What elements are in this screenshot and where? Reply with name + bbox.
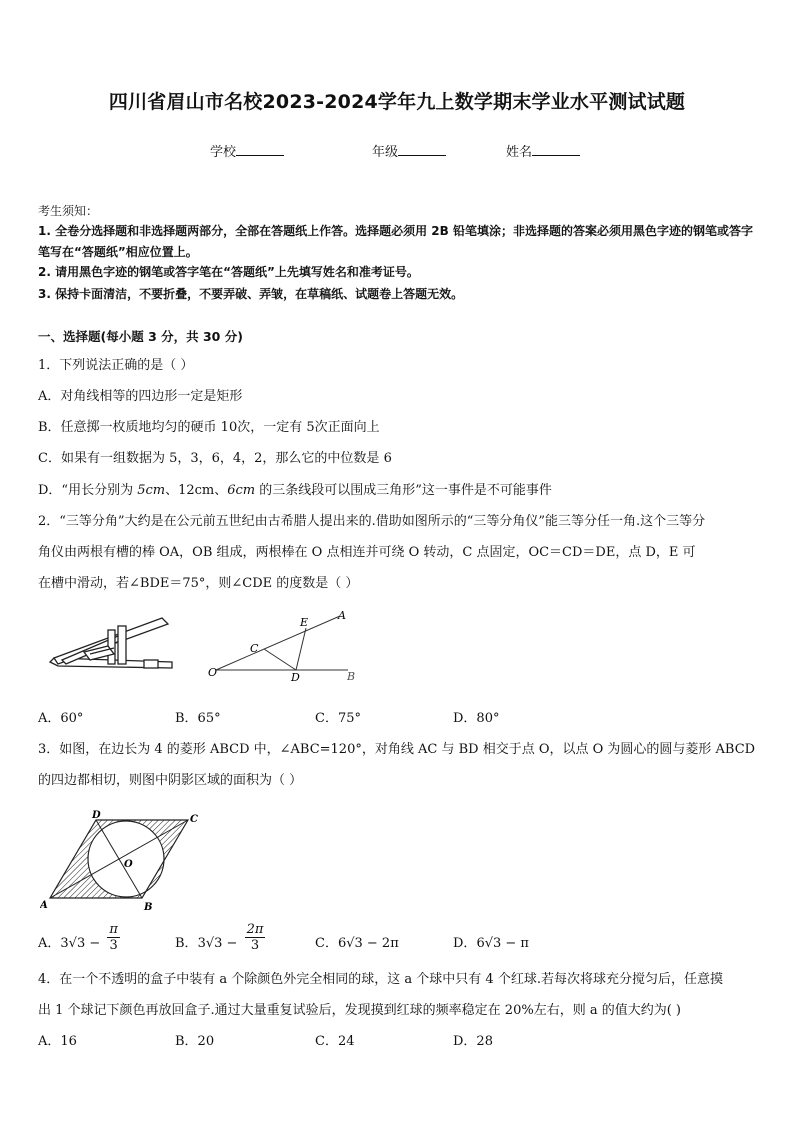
q2-line-3: 在槽中滑动，若∠BDE＝75°，则∠CDE 的度数是（ ） [38,576,359,591]
name-label: 姓名 [506,145,533,160]
q1-stem: 1．下列说法正确的是（ ） [38,358,194,373]
school-label: 学校 [210,145,237,160]
trisector-instrument-illustration [44,612,178,676]
q3-line-2: 的四边都相切，则图中阴影区域的面积为（ ） [38,773,303,788]
label-O: O [124,859,133,870]
q2-line-2: 角仪由两根有槽的棒 OA，OB 组成，两根棒在 O 点相连并可绕 O 转动，C 点固定，OC＝CD＝DE，点 D，E 可 [38,545,696,560]
q3-a-numerator: π [109,922,118,937]
grade-label: 年级 [372,145,399,160]
q3-a-pre: 3√3 − [60,936,101,951]
rhombus-diagram [40,808,204,914]
q2-line-1: 2．“三等分角”大约是在公元前五世纪由古希腊人提出来的.借助如图所示的“三等分角仪”能三等分任一角.这个三等分 [38,514,706,529]
q4-line-1: 4．在一个不透明的盒子中装有 a 个除颜色外完全相同的球，这 a 个球中只有 4 个红球.若每次将球充分搅匀后，任意摸 [38,972,723,987]
q1-option-a: A．对角线相等的四边形一定是矩形 [38,389,243,404]
q1-option-d [38,479,760,498]
school-blank [236,143,284,156]
notes-heading: 考生须知： [38,204,99,218]
q3-d-expr: 6√3 − π [476,936,529,951]
label-A: A [338,609,346,622]
name-blank [532,143,580,156]
notes-item-3: 3. 保持卡面清洁，不要折叠，不要弄破、弄皱，在草稿纸、试题卷上答题无效。 [38,287,464,301]
label-A: A [40,900,48,911]
q3-b-fraction [245,922,266,953]
label-C: C [250,642,259,655]
section-title: 一、选择题(每小题 3 分，共 30 分) [38,329,243,344]
q1-option-c: C．如果有一组数据为 5，3，6，4，2，那么它的中位数是 6 [38,451,392,466]
grade-blank [398,143,446,156]
label-B: B [347,670,356,682]
q1-d-mid: 、12cm、 [165,483,228,498]
q3-a-denominator: 3 [109,938,118,953]
q1-option-b: B．任意掷一枚质地均匀的硬币 10次，一定有 5次正面向上 [38,420,380,435]
q3-d-label: D． [453,936,477,951]
q4-line-2: 出 1 个球记下颜色再放回盒子.通过大量重复试验后，发现摸到红球的频率稳定在 20%左右，则 a 的值大约为( ) [38,1003,681,1018]
label-D: D [92,810,101,821]
notes-item-1: 1. 全卷分选择题和非选择题两部分，全部在答题纸上作答。选择题必须用 2B 铅笔填涂；非选择题的答案必须用黑色字迹的钢笔或答字笔写在“答题纸”相应位置上。 [38,224,753,259]
label-C: C [190,814,198,825]
page-title: 四川省眉山市名校2023-2024学年九上数学期末学业水平测试试题 [108,91,686,113]
trisector-diagram [204,606,360,682]
name-field [506,141,580,160]
q3-c-expr: 6√3 − 2π [337,936,399,951]
q1-d-5cm: 5cm [137,483,166,498]
q4-option-b: B．20 [175,1034,215,1049]
q2-option-d: D．80° [453,711,500,726]
q2-option-a: A．60° [38,711,84,726]
label-O: O [208,666,218,679]
q3-a-label: A． [38,936,61,951]
q4-option-d: D．28 [453,1034,493,1049]
q3-option-d [453,932,529,951]
q3-b-numerator: 2π [246,922,264,937]
q4-option-a: A．16 [38,1034,77,1049]
q3-option-c [315,932,399,951]
q3-a-fraction [107,922,120,953]
q3-b-label: B． [175,936,198,951]
q1-d-post: 的三条线段可以围成三角形”这一事件是不可能事件 [255,483,552,498]
q3-line-1: 3．如图，在边长为 4 的菱形 ABCD 中，∠ABC=120°，对角线 AC 与 BD 相交于点 O，以点 O 为圆心的圆与菱形 ABCD [38,742,756,757]
label-B: B [144,902,153,913]
q3-b-pre: 3√3 − [197,936,238,951]
q2-option-b: B．65° [175,711,221,726]
q2-option-c: C．75° [315,711,361,726]
q1-d-6cm: 6cm [227,483,256,498]
grade-field [372,141,446,160]
q3-option-a [38,922,120,960]
label-E: E [300,616,309,629]
q3-c-label: C． [315,936,338,951]
school-field [210,141,284,160]
q3-b-denominator: 3 [250,938,260,953]
label-D: D [291,671,300,682]
q4-option-c: C．24 [315,1034,355,1049]
q1-d-pre: D．“用长分别为 [38,483,138,498]
q3-option-b [175,922,265,960]
notes-item-2: 2. 请用黑色字迹的钢笔或答字笔在“答题纸”上先填写姓名和准考证号。 [38,265,419,279]
